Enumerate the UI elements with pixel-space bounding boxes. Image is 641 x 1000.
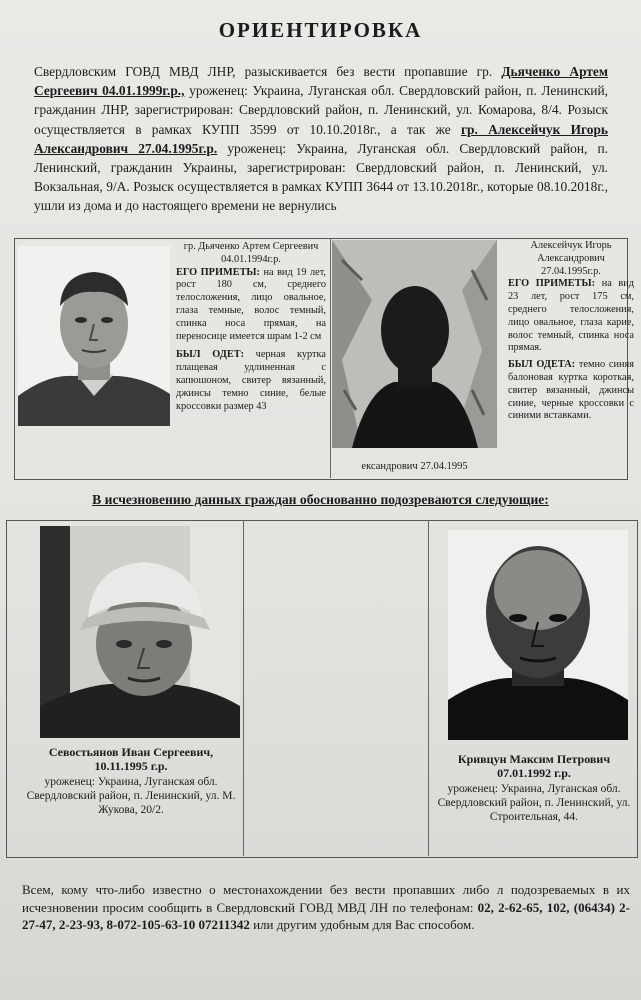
clothes-text-2: темно синяя балоновая куртка короткая, свитер вязанный, джинсы синие, черные кроссовки с синими вставками. [508, 359, 634, 422]
intro-text-2: уроженец: Украина, Луганская обл. Свердловский район, п. Ленинский, гражданин ЛНР, зарегистрирован: Свердловский район, п. Ленинский, ул. Комарова, 8/4. Розыск осуществляется в рамках КУПП 3599 от 10.10.2018г., а так же [34, 83, 608, 137]
missing-person-2-photo-caption: ександрович 27.04.1995 [361, 461, 468, 472]
features-text-1: на вид 19 лет, рост 180 см, среднего телосложения, лицо овальное, глаза темные, волос темный, спинка носа прямая, на переносице имеется шрам 1-2 см [176, 266, 326, 342]
missing-person-1-photo [18, 246, 170, 426]
suspect-2-details: уроженец: Украина, Луганская обл. Свердловский район, п. Ленинский, ул. Строительная, 44. [437, 783, 631, 823]
suspects-divider-1 [243, 520, 244, 856]
suspect-1-dob: 10.11.1995 г.р. [94, 759, 168, 773]
clothes-label-2: БЫЛ ОДЕТА: [508, 359, 576, 371]
footer-phones: 02, 2-62-65, 102, (06434) 2-27-47, 2-23-93, 8-072-105-63-10 07211342 [22, 899, 630, 932]
features-label-2: ЕГО ПРИМЕТЫ: [508, 278, 596, 290]
footer-text-2: или другим удобным для Вас способом. [249, 917, 475, 932]
suspect-1-name: Севостьянов Иван Сергеевич, [48, 745, 214, 759]
contact-footer [22, 881, 630, 934]
panel-divider [330, 238, 331, 478]
missing-person-1-description [176, 241, 326, 413]
features-text-2: на вид 23 лет, рост 175 см, среднего телосложения, лицо овальное, глаза карие, волос темный, спинка носа прямая. [508, 278, 634, 354]
missing-person-2-description [508, 240, 634, 423]
suspect-2-name: Кривцун Максим Петрович [457, 752, 611, 766]
features-label-1: ЕГО ПРИМЕТЫ: [176, 266, 260, 278]
suspect-1-details: уроженец: Украина, Луганская обл. Свердловский район, п. Ленинский, ул. М. Жукова, 20/2. [26, 776, 236, 816]
intro-paragraph [34, 62, 608, 216]
footer-text: Всем, кому что-либо известно о местонахождении без вести пропавших либо л подозреваемых в их исчезновении просим сообщить в Свердловский ГОВД МВД ЛН по телефонам: [22, 882, 630, 915]
missing-person-2-photo [332, 240, 497, 448]
intro-text-1: Свердловским ГОВД МВД ЛНР, разыскивается без вести пропавшие гр. [34, 64, 502, 79]
suspect-2-photo [448, 530, 628, 740]
suspects-heading: В исчезновению данных граждан обоснованно подозреваются следующие: [92, 492, 549, 507]
suspect-1-info [22, 745, 240, 817]
page-title: ОРИЕНТИРОВКА [218, 18, 423, 42]
missing-person-1-name: Дьяченко Артем Сергеевич 04.01.1999г.р., [34, 64, 608, 99]
missing-person-2-caption: Алексейчук Игорь Александрович 27.04.1995г.р. [530, 240, 612, 277]
clothes-label-1: БЫЛ ОДЕТ: [176, 349, 244, 361]
suspect-2-info [434, 752, 634, 824]
missing-person-1-caption: гр. Дьяченко Артем Сергеевич 04.01.1994г.р. [183, 241, 319, 265]
missing-person-2-name: гр. Алексейчук Игорь Александрович 27.04.1995г.р. [34, 121, 608, 156]
suspects-divider-2 [428, 520, 429, 856]
intro-text-3: уроженец: Украина, Луганская обл. Свердловский район, п. Ленинский, гражданин Украины, зарегистрирован: Свердловский район, п. Ленинский, ул. Вокзальная, 9/А. Розыск осуществляется в рамках КУПП 3644 от 13.10.2018г., которые 08.10.2018г., ушли из дома и до настоящего времени не вернулись [34, 140, 608, 214]
clothes-text-1: черная куртка плащевая удлиненная с капюшоном, свитер вязанный, джинсы темно синие, белые кроссовки размер 43 [176, 349, 326, 412]
suspect-1-photo [40, 526, 240, 738]
suspect-2-dob: 07.01.1992 г.р. [497, 766, 571, 780]
